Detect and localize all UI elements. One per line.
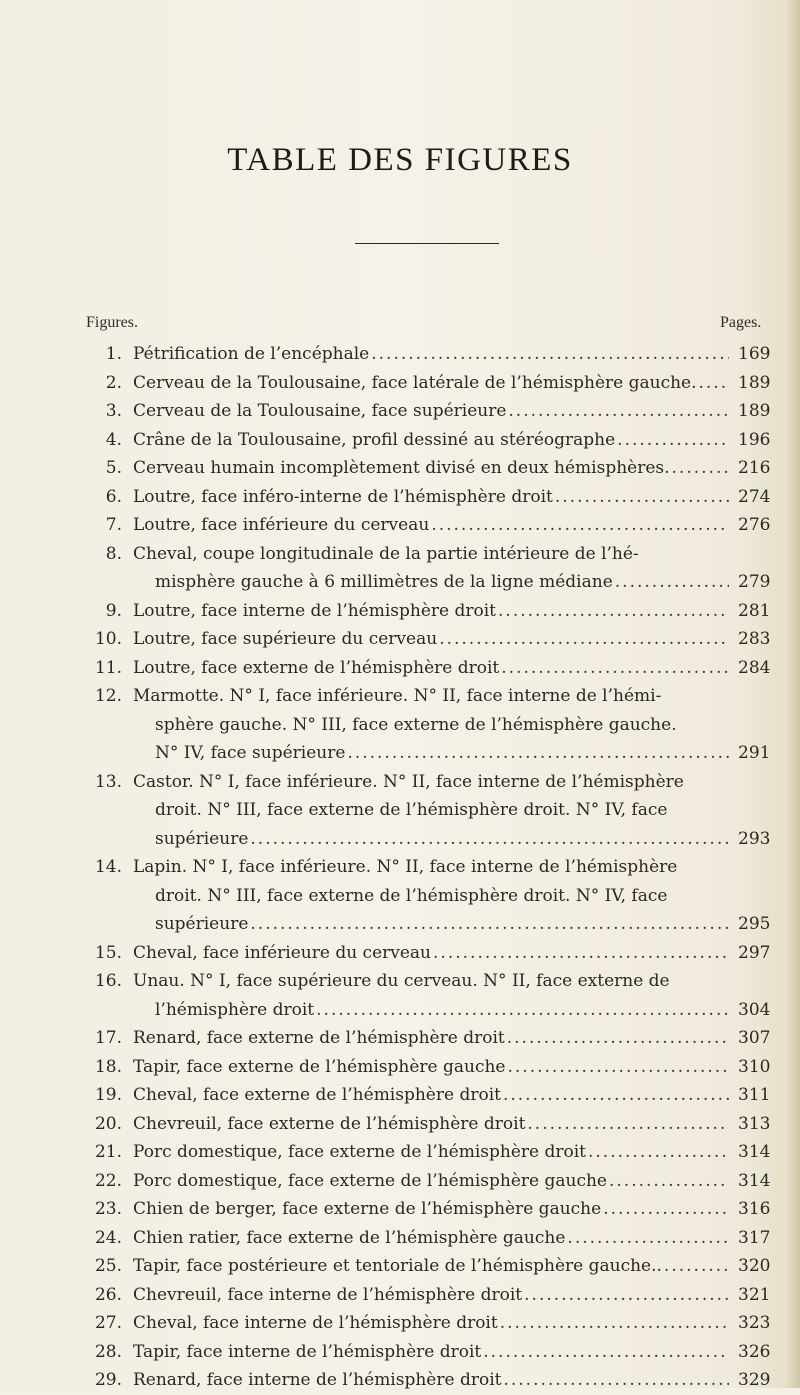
figure-entry <box>0 454 800 483</box>
figure-number: 3. <box>105 401 122 421</box>
figure-entry <box>0 1281 800 1310</box>
figure-entry <box>0 1195 800 1224</box>
caption-text: Cerveau de la Toulousaine, face latérale de l’hémisphère gauche. <box>133 372 697 393</box>
caption-text: Chevreuil, face externe de l’hémisphère droit <box>133 1113 526 1134</box>
dot-leader <box>501 654 729 683</box>
figure-entry <box>0 1252 800 1281</box>
figure-number: 23. <box>94 1199 122 1219</box>
page-number: 304 <box>738 999 771 1020</box>
figure-caption <box>133 397 731 426</box>
figure-number: 20. <box>94 1113 122 1134</box>
page-title: TABLE DES FIGURES <box>227 142 573 178</box>
figure-number: 27. <box>94 1313 122 1333</box>
figure-number: 7. <box>105 515 122 535</box>
caption-line <box>133 967 731 996</box>
page-number: 293 <box>738 828 771 849</box>
caption-text: Tapir, face interne de l’hémisphère droit <box>133 1341 482 1362</box>
caption-line <box>133 1053 731 1082</box>
caption-text: Marmotte. N° I, face inférieure. N° II, face interne de l’hémi- <box>133 686 662 706</box>
caption-text: Loutre, face interne de l’hémisphère droit <box>133 600 497 621</box>
caption-text: Unau. N° I, face supérieure du cerveau. N° II, face externe de <box>133 971 670 991</box>
caption-line <box>133 1366 731 1395</box>
figure-number: 13. <box>94 771 122 792</box>
caption-line <box>133 1167 731 1196</box>
caption-line <box>133 1309 731 1338</box>
figure-entry <box>0 340 800 369</box>
figure-number: 28. <box>94 1341 122 1362</box>
dot-leader <box>250 825 729 854</box>
page-number: 291 <box>738 743 771 763</box>
caption-text: Crâne de la Toulousaine, profil dessiné au stéréographe <box>133 429 616 450</box>
dot-leader <box>507 1024 729 1053</box>
figure-number: 29. <box>94 1370 122 1390</box>
caption-text: Loutre, face inférieure du cerveau <box>133 515 430 535</box>
figure-caption <box>133 454 731 483</box>
figure-caption <box>133 1224 731 1253</box>
caption-line <box>133 996 731 1025</box>
page-number: 326 <box>738 1341 771 1362</box>
caption-line <box>133 1138 731 1167</box>
dot-leader <box>500 1309 729 1338</box>
page-number: 317 <box>738 1227 771 1248</box>
page-number: 297 <box>738 942 771 963</box>
page-number: 295 <box>738 914 771 934</box>
figure-caption <box>133 597 731 626</box>
caption-text: Cheval, coupe longitudinale de la partie intérieure de l’hé- <box>133 543 639 564</box>
figure-number: 10. <box>94 629 122 649</box>
figure-entry <box>0 1053 800 1082</box>
caption-line <box>133 568 731 597</box>
caption-line <box>133 483 731 512</box>
page-number: 316 <box>738 1199 771 1219</box>
figure-number: 25. <box>94 1256 122 1276</box>
figure-entry <box>0 483 800 512</box>
caption-text: Chien ratier, face externe de l’hémisphère gauche <box>133 1227 566 1248</box>
caption-text: Cheval, face inférieure du cerveau <box>133 942 432 963</box>
caption-text: Porc domestique, face externe de l’hémisphère gauche <box>133 1170 607 1191</box>
figure-entry <box>0 1224 800 1253</box>
caption-line <box>133 1195 731 1224</box>
figure-entry <box>0 1081 800 1110</box>
figure-caption <box>133 511 731 540</box>
figure-caption <box>133 540 731 597</box>
page-number: 274 <box>738 486 771 507</box>
title-rule <box>355 243 499 244</box>
figure-entry <box>0 397 800 426</box>
dot-leader <box>431 511 729 540</box>
figure-caption <box>133 1053 731 1082</box>
page-number: 323 <box>738 1313 771 1333</box>
caption-line <box>133 682 731 711</box>
page-number: 189 <box>738 401 771 421</box>
caption-text: Cerveau de la Toulousaine, face supérieure <box>133 401 507 421</box>
figure-number: 22. <box>94 1170 122 1191</box>
page-number: 169 <box>738 344 771 364</box>
caption-text: Chien de berger, face externe de l’hémisphère gauche <box>133 1199 602 1219</box>
caption-text: Cerveau humain incomplètement divisé en deux hémisphères. <box>133 458 670 478</box>
dot-leader <box>439 625 729 654</box>
figure-entry <box>0 768 800 854</box>
figure-caption <box>133 967 731 1024</box>
caption-text: Cheval, face externe de l’hémisphère droit <box>133 1085 501 1105</box>
page-number: 281 <box>738 600 771 621</box>
dot-leader <box>699 369 729 398</box>
figure-number: 6. <box>105 486 122 507</box>
figure-number: 5. <box>105 458 122 478</box>
caption-text: droit. N° III, face externe de l’hémisphère droit. N° IV, face <box>155 800 668 820</box>
page-number: 314 <box>738 1142 771 1162</box>
dot-leader <box>615 568 729 597</box>
figure-caption <box>133 1252 731 1281</box>
page-number: 311 <box>738 1085 771 1105</box>
figure-number: 11. <box>94 657 122 678</box>
dot-leader <box>555 483 729 512</box>
caption-text: Chevreuil, face interne de l’hémisphère droit <box>133 1284 523 1305</box>
figure-number: 15. <box>94 942 122 963</box>
figure-caption <box>133 939 731 968</box>
figure-number: 8. <box>105 543 122 564</box>
caption-line <box>133 340 731 369</box>
figure-caption <box>133 1338 731 1367</box>
caption-line <box>133 739 731 768</box>
figure-caption <box>133 768 731 854</box>
dot-leader <box>664 1252 729 1281</box>
caption-text: Renard, face interne de l’hémisphère droit <box>133 1370 502 1390</box>
figure-number: 26. <box>94 1284 122 1305</box>
figure-caption <box>133 1309 731 1338</box>
figure-number: 4. <box>105 429 122 450</box>
figure-caption <box>133 682 731 768</box>
page-number: 216 <box>738 458 771 478</box>
figure-entry <box>0 853 800 939</box>
figure-caption <box>133 1366 731 1395</box>
figure-number: 18. <box>94 1056 122 1077</box>
dot-leader <box>617 426 729 455</box>
caption-line <box>133 1252 731 1281</box>
figure-number: 12. <box>94 686 122 706</box>
caption-text: Tapir, face postérieure et tentoriale de l’hémisphère gauche.. <box>133 1256 662 1276</box>
page-number: 284 <box>738 657 771 678</box>
figure-caption <box>133 340 731 369</box>
dot-leader <box>483 1338 729 1367</box>
caption-text: Pétrification de l’encéphale <box>133 344 370 364</box>
dot-leader <box>371 340 729 369</box>
caption-text: Loutre, face externe de l’hémisphère droit <box>133 657 500 678</box>
page-number: 196 <box>738 429 771 450</box>
page-number: 189 <box>738 372 771 393</box>
caption-line <box>133 910 731 939</box>
caption-line <box>133 825 731 854</box>
caption-text: supérieure <box>155 914 249 934</box>
figure-caption <box>133 426 731 455</box>
figure-caption <box>133 625 731 654</box>
caption-line <box>133 796 731 825</box>
figure-caption <box>133 1024 731 1053</box>
figure-number: 21. <box>94 1142 122 1162</box>
dot-leader <box>503 1366 729 1395</box>
figure-entry <box>0 1024 800 1053</box>
caption-text: sphère gauche. N° III, face externe de l’hémisphère gauche. <box>155 714 677 735</box>
dot-leader <box>433 939 729 968</box>
caption-text: misphère gauche à 6 millimètres de la ligne médiane <box>155 572 613 592</box>
figure-caption <box>133 1081 731 1110</box>
figure-caption <box>133 853 731 939</box>
dot-leader <box>672 454 729 483</box>
figure-number: 9. <box>105 600 122 621</box>
caption-text: Renard, face externe de l’hémisphère droit <box>133 1028 505 1048</box>
caption-line <box>133 597 731 626</box>
figure-entry <box>0 540 800 597</box>
figures-column-header: Figures. <box>86 314 138 331</box>
page-number: 307 <box>738 1028 771 1048</box>
caption-line <box>133 1281 731 1310</box>
page-number: 279 <box>738 572 771 592</box>
figure-entry <box>0 426 800 455</box>
figure-number: 2. <box>105 372 122 393</box>
figure-caption <box>133 1281 731 1310</box>
caption-line <box>133 939 731 968</box>
dot-leader <box>527 1110 729 1139</box>
page-number: 321 <box>738 1284 771 1305</box>
figure-entry <box>0 1309 800 1338</box>
page-number: 283 <box>738 629 771 649</box>
figure-entry <box>0 511 800 540</box>
figure-caption <box>133 1195 731 1224</box>
caption-line <box>133 853 731 882</box>
figure-caption <box>133 1110 731 1139</box>
figure-entry <box>0 939 800 968</box>
caption-text: Castor. N° I, face inférieure. N° II, face interne de l’hémisphère <box>133 771 684 792</box>
caption-text: Tapir, face externe de l’hémisphère gauche <box>133 1056 506 1077</box>
caption-line <box>133 1338 731 1367</box>
caption-line <box>133 768 731 797</box>
caption-text: Porc domestique, face externe de l’hémisphère droit <box>133 1142 586 1162</box>
caption-text: Loutre, face supérieure du cerveau <box>133 629 438 649</box>
caption-text: Loutre, face inféro-interne de l’hémisphère droit <box>133 486 553 507</box>
dot-leader <box>588 1138 729 1167</box>
caption-text: supérieure <box>155 828 249 849</box>
caption-line <box>133 882 731 911</box>
figure-caption <box>133 654 731 683</box>
figure-entry <box>0 625 800 654</box>
page-number: 320 <box>738 1256 771 1276</box>
figure-entry <box>0 1366 800 1395</box>
figure-number: 1. <box>105 344 122 364</box>
caption-line <box>133 454 731 483</box>
figure-entry <box>0 369 800 398</box>
caption-line <box>133 369 731 398</box>
figure-entry <box>0 1138 800 1167</box>
caption-line <box>133 1110 731 1139</box>
page-number: 276 <box>738 515 771 535</box>
caption-line <box>133 1081 731 1110</box>
dot-leader <box>508 1053 730 1082</box>
caption-text: droit. N° III, face externe de l’hémisphère droit. N° IV, face <box>155 885 668 906</box>
dot-leader <box>347 739 729 768</box>
figure-entry <box>0 597 800 626</box>
dot-leader <box>524 1281 729 1310</box>
caption-text: Lapin. N° I, face inférieure. N° II, face interne de l’hémisphère <box>133 857 678 877</box>
caption-line <box>133 711 731 740</box>
caption-line <box>133 511 731 540</box>
caption-line <box>133 625 731 654</box>
figure-entry <box>0 682 800 768</box>
figure-number: 24. <box>94 1227 122 1248</box>
figure-caption <box>133 483 731 512</box>
page-number: 314 <box>738 1170 771 1191</box>
page-number: 329 <box>738 1370 771 1390</box>
dot-leader <box>498 597 729 626</box>
caption-text: Cheval, face interne de l’hémisphère droit <box>133 1313 498 1333</box>
figure-entry <box>0 967 800 1024</box>
figure-caption <box>133 1138 731 1167</box>
dot-leader <box>316 996 729 1025</box>
figure-number: 16. <box>94 971 122 991</box>
dot-leader <box>609 1167 729 1196</box>
caption-line <box>133 397 731 426</box>
pages-column-header: Pages. <box>720 314 762 331</box>
caption-line <box>133 1224 731 1253</box>
caption-line <box>133 426 731 455</box>
dot-leader <box>567 1224 729 1253</box>
figure-caption <box>133 369 731 398</box>
figure-number: 14. <box>94 857 122 877</box>
caption-line <box>133 540 731 569</box>
dot-leader <box>603 1195 729 1224</box>
figure-list <box>0 340 800 1395</box>
dot-leader <box>503 1081 729 1110</box>
caption-line <box>133 1024 731 1053</box>
page-number: 310 <box>738 1056 771 1077</box>
figure-entry <box>0 1110 800 1139</box>
caption-text: N° IV, face supérieure <box>155 743 346 763</box>
dot-leader <box>250 910 729 939</box>
figure-entry <box>0 1338 800 1367</box>
caption-text: l’hémisphère droit <box>155 999 315 1020</box>
figure-number: 19. <box>94 1085 122 1105</box>
page-number: 313 <box>738 1113 771 1134</box>
figure-entry <box>0 654 800 683</box>
figure-entry <box>0 1167 800 1196</box>
caption-line <box>133 654 731 683</box>
dot-leader <box>508 397 729 426</box>
figure-number: 17. <box>94 1028 122 1048</box>
figure-caption <box>133 1167 731 1196</box>
